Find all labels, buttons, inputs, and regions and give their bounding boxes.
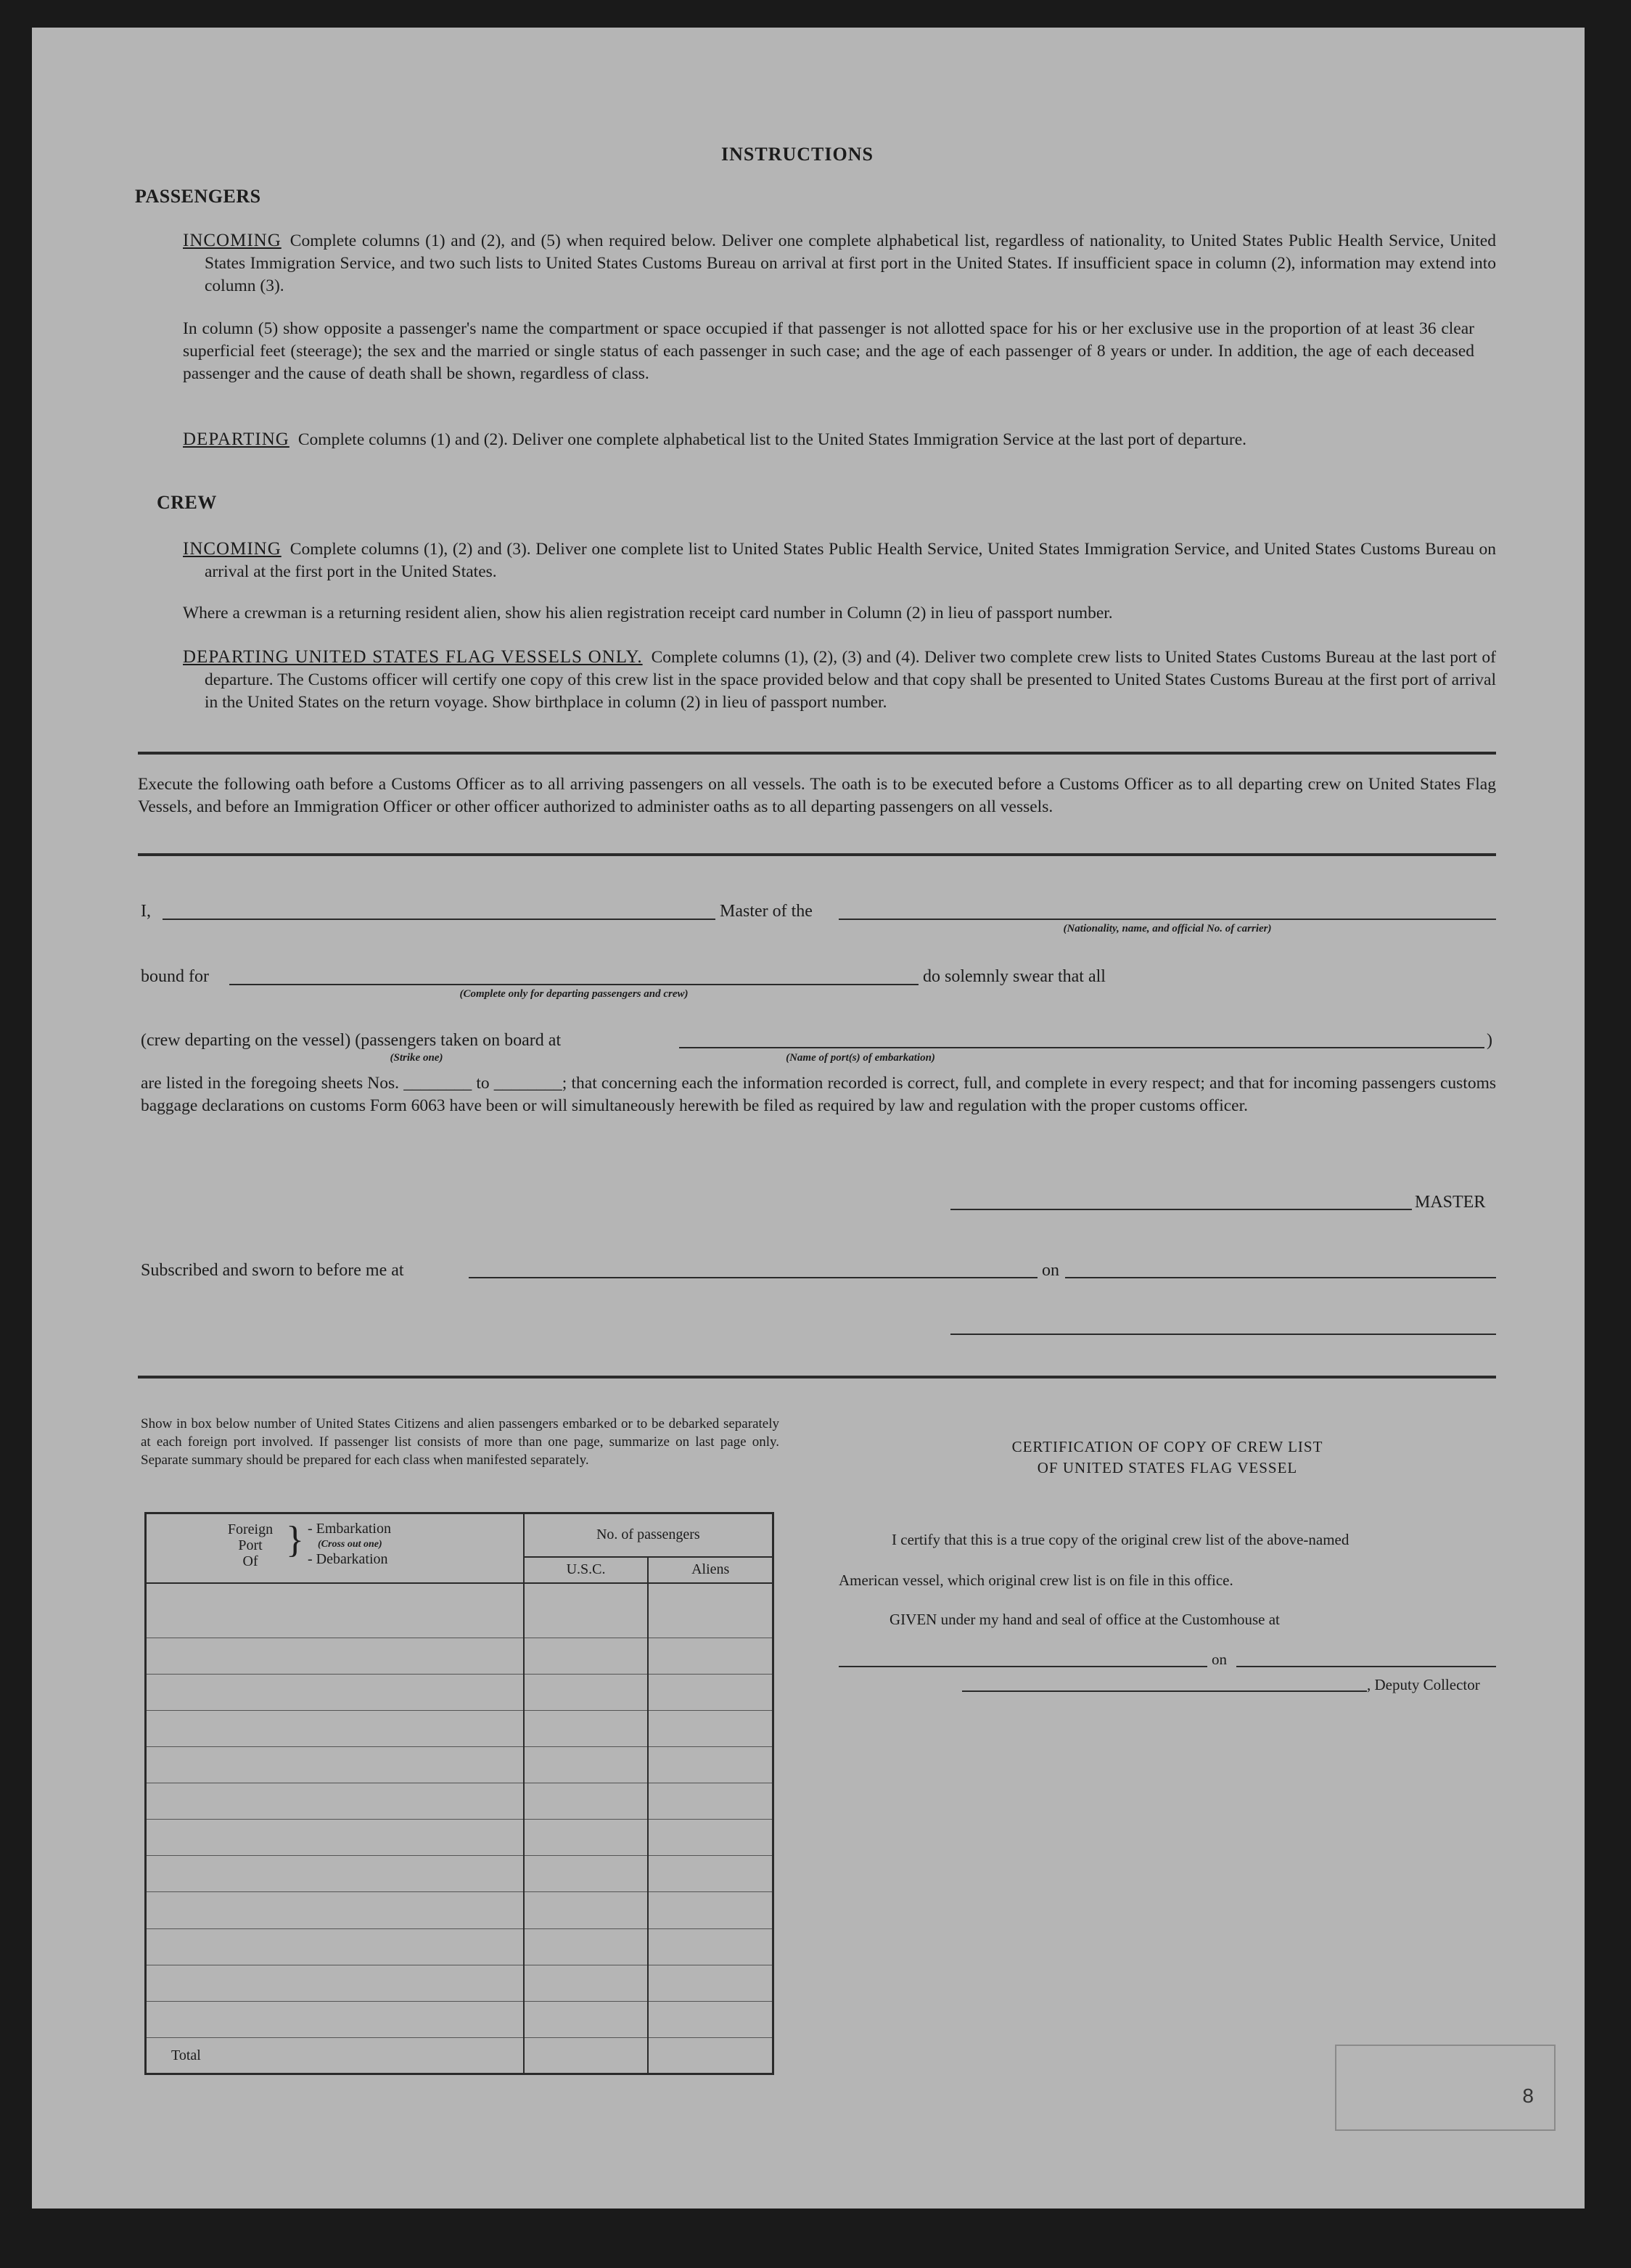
deputy-collector-label: , Deputy Collector — [1367, 1676, 1480, 1693]
certification-title-line1: CERTIFICATION OF COPY OF CREW LIST — [1011, 1438, 1323, 1455]
table-row[interactable] — [146, 2001, 773, 2037]
table-row[interactable] — [146, 1856, 773, 1892]
officer-signature-field[interactable] — [950, 1334, 1496, 1335]
table-row[interactable] — [146, 1638, 773, 1674]
crew-departing-text: Complete columns (1), (2), (3) and (4). Deliver two complete crew lists to United States Customs Bureau at the last port of departure. The Customs officer will certify one copy of this crew list in the space provided below and that copy shall be presented to United States Customs Bureau at the first port of arrival in the United States on the return voyage. Show birthplace in column (2) in lieu of passport number. — [205, 648, 1496, 712]
sworn-place-field[interactable] — [469, 1277, 1038, 1278]
subscribed-label: Subscribed and sworn to before me at — [141, 1261, 404, 1280]
foreign-label: Foreign — [227, 1521, 274, 1537]
master-signature-field[interactable] — [950, 1209, 1412, 1210]
bound-for-field[interactable] — [229, 984, 919, 985]
crew-departing-label: DEPARTING UNITED STATES FLAG VESSELS ONLY. — [183, 647, 643, 667]
passengers-incoming-label: INCOMING — [183, 231, 282, 250]
usc-header: U.S.C. — [524, 1557, 649, 1583]
crew-incoming-paragraph — [183, 538, 1496, 583]
close-paren: ) — [1487, 1031, 1492, 1050]
american-vessel-text: American vessel, which original crew list is on file in this office. — [839, 1571, 1233, 1589]
master-of-label: Master of the — [720, 902, 813, 921]
oath-listed-text: are listed in the foregoing sheets Nos. ________ to ________; that concerning each the information recorded is correct, full, and complete in every respect; and that for incoming passengers customs baggage declarations on customs Form 6063 have been or will simultaneously herewith be filed as required by law and regulation with the proper customs officer. — [141, 1074, 1496, 1115]
bound-for-hint: (Complete only for departing passengers and crew) — [459, 988, 689, 1000]
sworn-date-field[interactable] — [1065, 1277, 1496, 1278]
foreign-port-header — [146, 1513, 524, 1584]
table-row[interactable] — [146, 1965, 773, 2001]
no-passengers-header: No. of passengers — [524, 1513, 773, 1557]
crew-heading: CREW — [157, 492, 217, 513]
passengers-heading: PASSENGERS — [135, 186, 261, 207]
certification-title — [845, 1437, 1490, 1479]
crew-resident-paragraph: Where a crewman is a returning resident alien, show his alien registration receipt card number in Column (2) in lieu of passport number. — [183, 604, 1113, 623]
crew-passengers-label: (crew departing on the vessel) (passengers taken on board at — [141, 1031, 562, 1050]
passengers-incoming-text: Complete columns (1) and (2), and (5) when required below. Deliver one complete alphabetical list, regardless of nationality, to United States Public Health Service, United States Immigration Service, and two such lists to United States Customs Bureau on arrival at first port in the United States. If insufficient space in column (2), information may extend into column (3). — [205, 231, 1496, 295]
brace-icon: } — [286, 1519, 304, 1561]
total-label: Total — [146, 2038, 524, 2074]
passengers-departing-text: Complete columns (1) and (2). Deliver one complete alphabetical list to the United States Immigration Service at the last port of departure. — [297, 430, 1246, 449]
sworn-on-label: on — [1042, 1261, 1059, 1280]
bound-for-label: bound for — [141, 967, 209, 986]
embarkation-label: - Embarkation — [308, 1521, 391, 1537]
cross-out-label: (Cross out one) — [318, 1539, 382, 1550]
table-row[interactable] — [146, 1820, 773, 1856]
strike-one-hint: (Strike one) — [390, 1052, 443, 1064]
crew-departing-paragraph — [183, 646, 1496, 714]
deputy-signature-field[interactable] — [962, 1690, 1367, 1692]
passengers-departing-paragraph — [183, 428, 1496, 451]
port-hint: (Name of port(s) of embarkation) — [786, 1052, 935, 1064]
form-page — [32, 28, 1585, 2209]
port-label: Port — [238, 1537, 263, 1553]
table-row[interactable] — [146, 1747, 773, 1783]
table-row[interactable] — [146, 1583, 773, 1638]
page-number: 8 — [1522, 2084, 1534, 2107]
master-name-field[interactable] — [163, 919, 715, 920]
certify-text: I certify that this is a true copy of the original crew list of the above-named — [892, 1531, 1349, 1548]
summary-instructions: Show in box below number of United States Citizens and alien passengers embarked or to be debarked separately at each foreign port involved. If passenger list consists of more than one page, summarize on last page only. Separate summary should be prepared for each class when manifested separately. — [141, 1416, 779, 1468]
table-row[interactable] — [146, 1674, 773, 1710]
crew-incoming-label: INCOMING — [183, 539, 282, 559]
customhouse-field[interactable] — [839, 1666, 1207, 1667]
crew-incoming-text: Complete columns (1), (2) and (3). Deliver one complete list to United States Public Health Service, United States Immigration Service, and United States Customs Bureau on arrival at the first port in the United States. — [205, 540, 1496, 581]
table-row[interactable] — [146, 1892, 773, 1928]
page-title: INSTRUCTIONS — [721, 144, 874, 165]
passengers-departing-label: DEPARTING — [183, 430, 289, 449]
carrier-hint: (Nationality, name, and official No. of carrier) — [1063, 923, 1272, 934]
debarkation-label: - Debarkation — [308, 1551, 388, 1567]
oath-intro: Execute the following oath before a Customs Officer as to all arriving passengers on all vessels. The oath is to be executed before a Customs Officer as to all departing crew on United States Flag Vessels, and before an Immigration Officer or other officer authorized to administer oaths as to all departing passengers on all vessels. — [138, 775, 1496, 816]
certification-title-line2: OF UNITED STATES FLAG VESSEL — [1037, 1459, 1298, 1476]
swear-label: do solemnly swear that all — [923, 967, 1106, 986]
passenger-summary-table — [144, 1512, 774, 2075]
carrier-field[interactable] — [839, 919, 1496, 920]
of-label: Of — [242, 1553, 258, 1569]
table-row[interactable] — [146, 1710, 773, 1746]
passengers-column5-paragraph: In column (5) show opposite a passenger's name the compartment or space occupied if that passenger is not allotted space for his or her exclusive use in the proportion of at least 36 clear superficial feet (steerage); the sex and the married or single status of each passenger in such case; and the age of each passenger of 8 years or under. In addition, the age of each deceased passenger and the cause of death shall be shown, regardless of class. — [183, 319, 1474, 383]
table-row[interactable] — [146, 1928, 773, 1965]
aliens-header: Aliens — [648, 1557, 773, 1583]
table-row[interactable] — [146, 1783, 773, 1820]
master-label: MASTER — [1415, 1193, 1486, 1212]
section-divider — [138, 752, 1496, 755]
oath-i-label: I, — [141, 902, 151, 921]
embarkation-port-field[interactable] — [679, 1047, 1484, 1048]
oath-divider — [138, 853, 1496, 856]
total-row[interactable] — [146, 2038, 773, 2074]
given-text: GIVEN under my hand and seal of office at the Customhouse at — [890, 1611, 1280, 1628]
passengers-incoming-paragraph — [183, 229, 1496, 297]
certification-on-label: on — [1212, 1651, 1227, 1668]
summary-divider — [138, 1376, 1496, 1379]
certification-date-field[interactable] — [1236, 1666, 1496, 1667]
